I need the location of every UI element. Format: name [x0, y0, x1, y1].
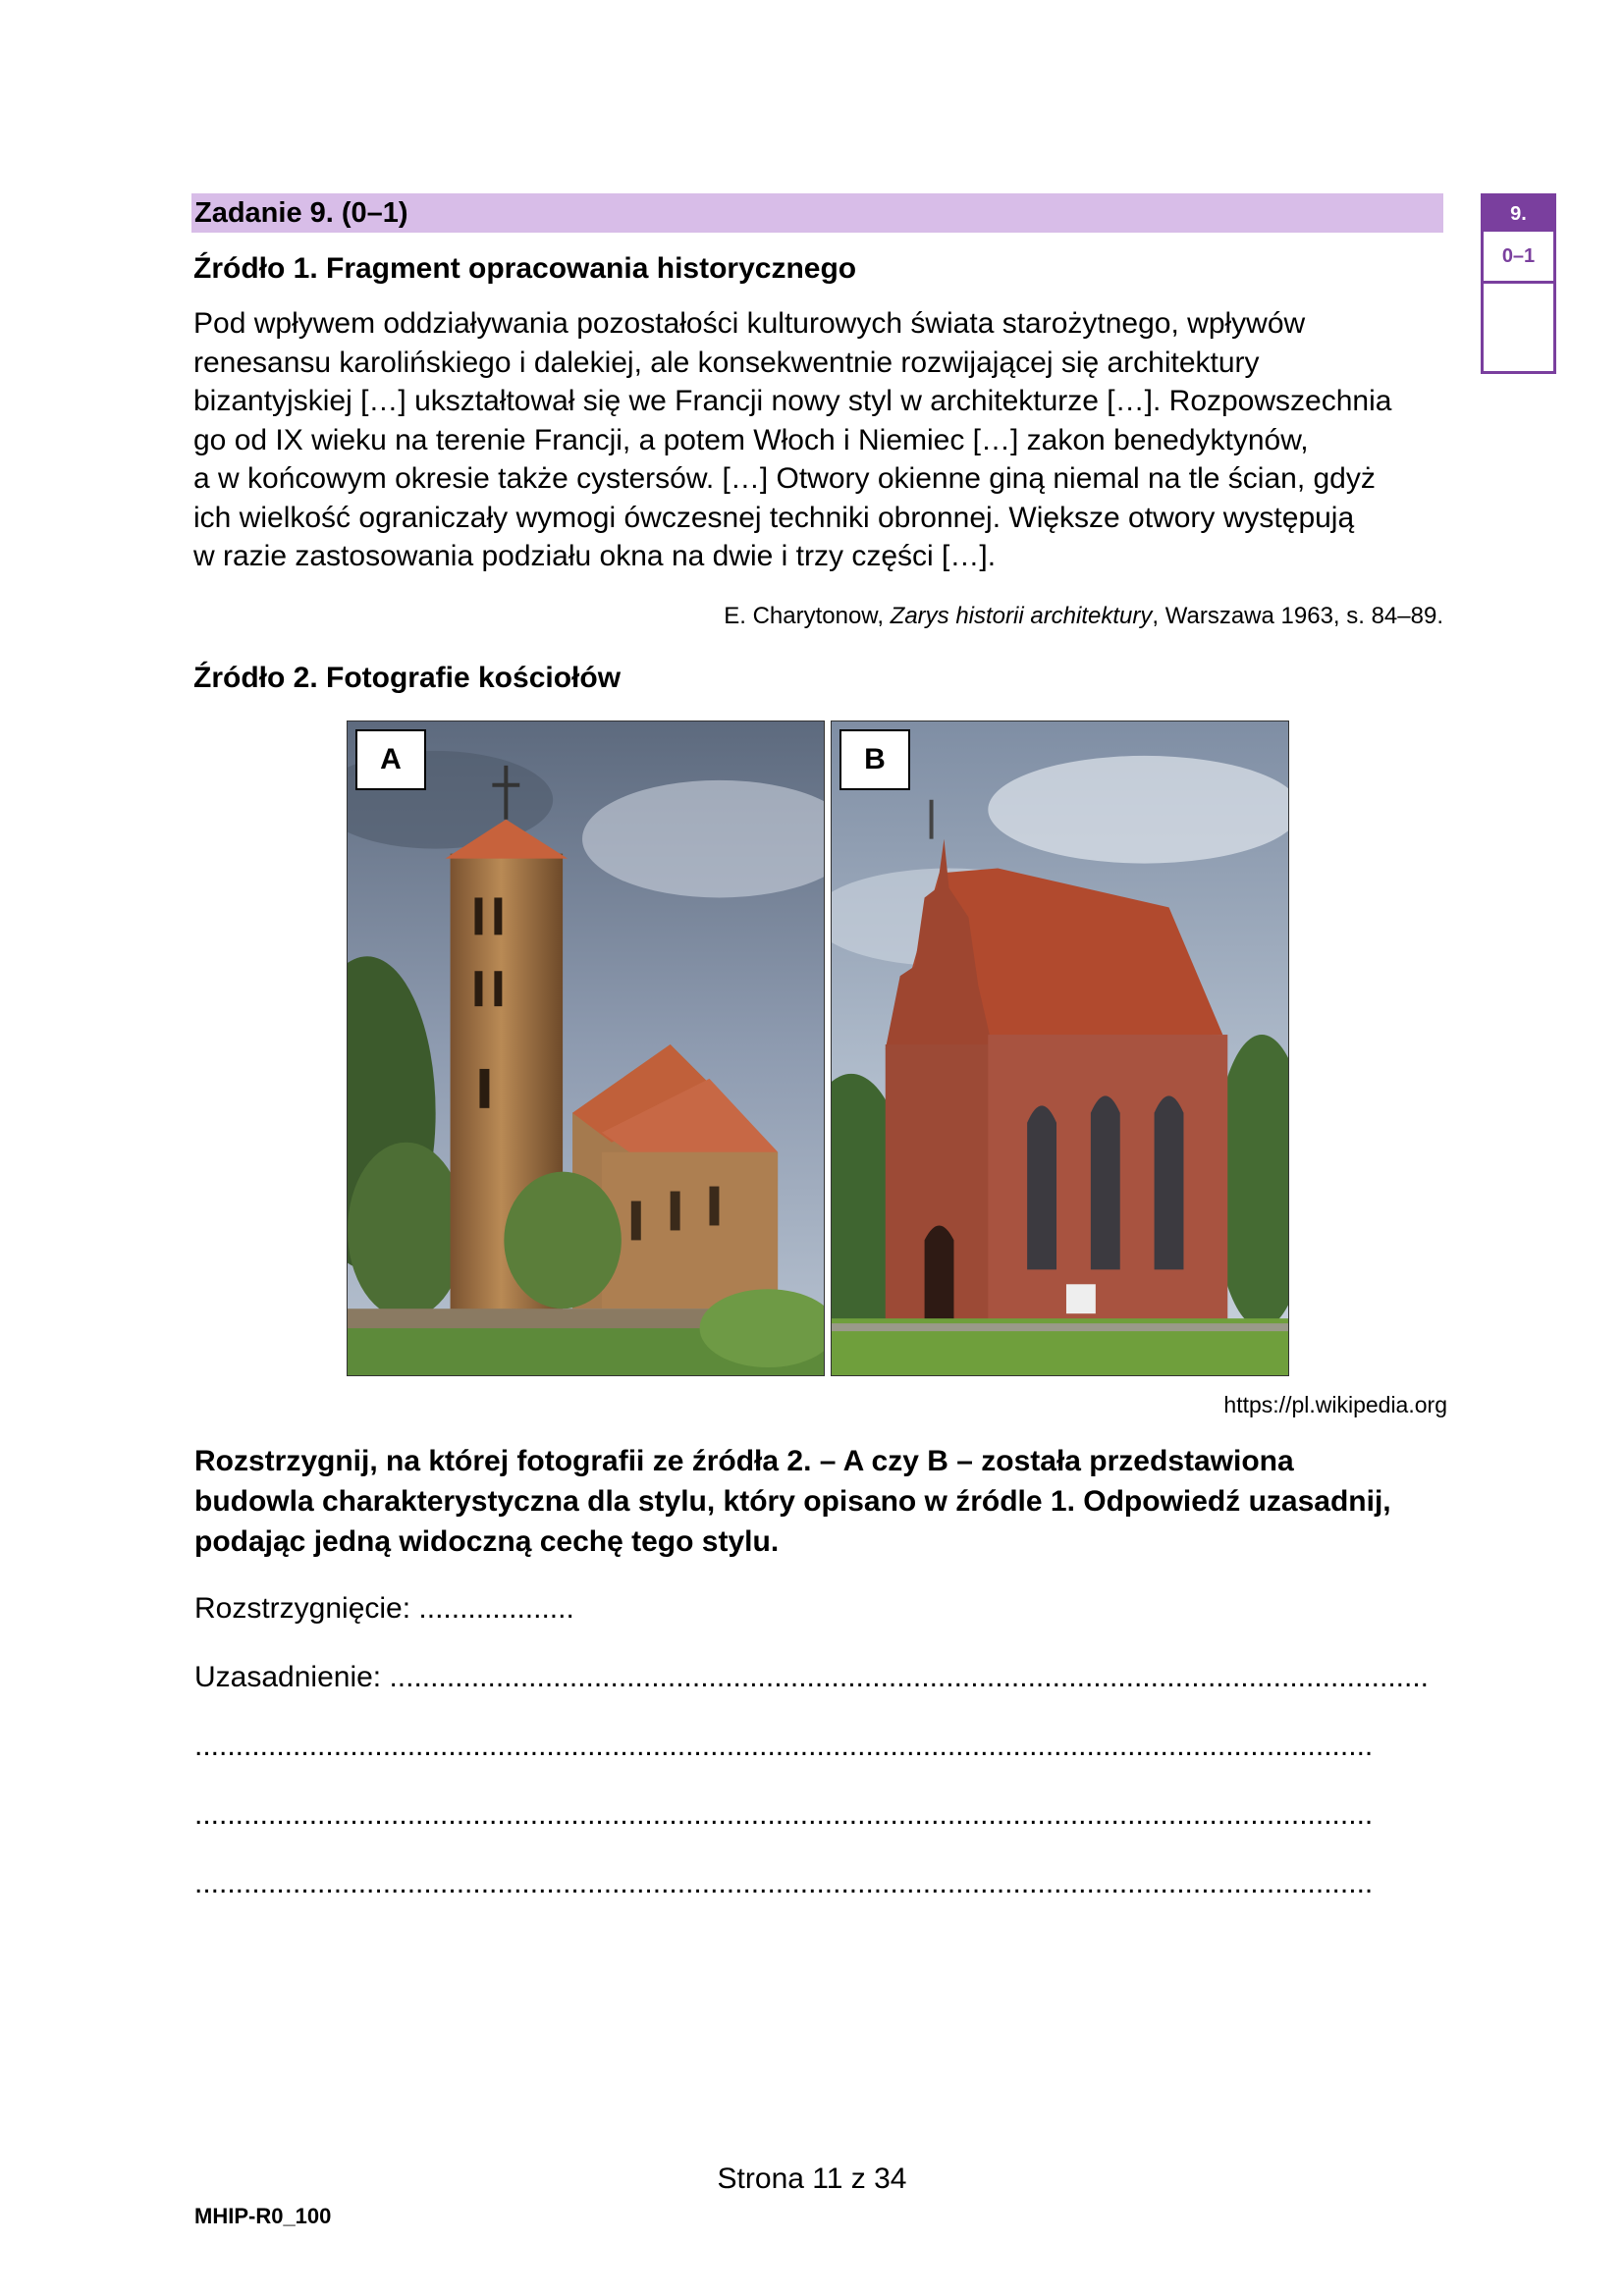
- source1-line: go od IX wieku na terenie Francji, a potem Włoch i Niemiec […] zakon benedyktynów,: [193, 423, 1309, 456]
- justification-dots: ...............................................................................................................................: [389, 1661, 1430, 1693]
- question-line: podając jedną widoczną cechę tego stylu.: [194, 1525, 780, 1558]
- citation-title: Zarys historii architektury: [890, 603, 1153, 629]
- score-range: 0–1: [1484, 232, 1553, 284]
- photo-a-image: [348, 721, 824, 1375]
- score-field[interactable]: [1484, 284, 1553, 374]
- justification-answer[interactable]: [194, 1661, 1443, 1694]
- answer-line-dots: ................................................................................................................................................: [194, 1798, 1374, 1831]
- page-number: Strona 11 z 34: [717, 2163, 907, 2195]
- answer-line[interactable]: [194, 1730, 1443, 1763]
- source1-line: w razie zastosowania podziału okna na dwie i trzy części […].: [193, 540, 997, 572]
- question-line: Rozstrzygnij, na której fotografii ze źródła 2. – A czy B – została przedstawiona: [194, 1445, 1294, 1477]
- source1-heading: Źródło 1. Fragment opracowania historycznego: [193, 252, 857, 285]
- citation-rest: , Warszawa 1963, s. 84–89.: [1152, 603, 1443, 629]
- photo-b-image: [832, 721, 1288, 1375]
- score-box: [1481, 193, 1556, 374]
- photo-source-url: https://pl.wikipedia.org: [1223, 1392, 1447, 1417]
- question-line: budowla charakterystyczna dla stylu, który opisano w źródle 1. Odpowiedź uzasadnij,: [194, 1485, 1391, 1518]
- question: [194, 1441, 1391, 1562]
- source1-line: ich wielkość ograniczały wymogi ówczesnej techniki obronnej. Większe otwory występują: [193, 501, 1355, 534]
- photo-b-label: B: [839, 729, 910, 790]
- decision-dots: ...................: [418, 1592, 574, 1625]
- photo-b: [831, 721, 1289, 1376]
- justification-label: Uzasadnienie:: [194, 1661, 390, 1693]
- source1-text: [193, 304, 1460, 576]
- decision-label: Rozstrzygnięcie:: [194, 1592, 419, 1625]
- exam-code: MHIP-R0_100: [194, 2204, 332, 2228]
- answer-line-dots: ................................................................................................................................................: [194, 1867, 1374, 1899]
- source1-line: a w końcowym okresie także cystersów. […] Otwory okienne giną niemal na tle ścian, gdyż: [193, 462, 1376, 495]
- answer-line[interactable]: [194, 1867, 1443, 1900]
- source1-citation: [724, 603, 1443, 630]
- citation-author: E. Charytonow,: [724, 603, 891, 629]
- source1-line: Pod wpływem oddziaływania pozostałości kulturowych świata starożytnego, wpływów: [193, 307, 1306, 340]
- photo-a-label: A: [355, 729, 426, 790]
- source1-line: renesansu karolińskiego i dalekiej, ale konsekwentnie rozwijającej się architektury: [193, 346, 1260, 379]
- answer-line[interactable]: [194, 1798, 1443, 1832]
- task-title: Zadanie 9. (0–1): [194, 197, 408, 229]
- task-header: [191, 193, 1443, 233]
- photo-a: [347, 721, 825, 1376]
- source1-line: bizantyjskiej […] ukształtował się we Francji nowy styl w architekturze […]. Rozpowszechnia: [193, 385, 1392, 417]
- decision-answer[interactable]: [194, 1592, 574, 1626]
- answer-line-dots: ................................................................................................................................................: [194, 1730, 1374, 1762]
- source2-heading: Źródło 2. Fotografie kościołów: [193, 662, 622, 694]
- score-task-number: 9.: [1484, 196, 1553, 232]
